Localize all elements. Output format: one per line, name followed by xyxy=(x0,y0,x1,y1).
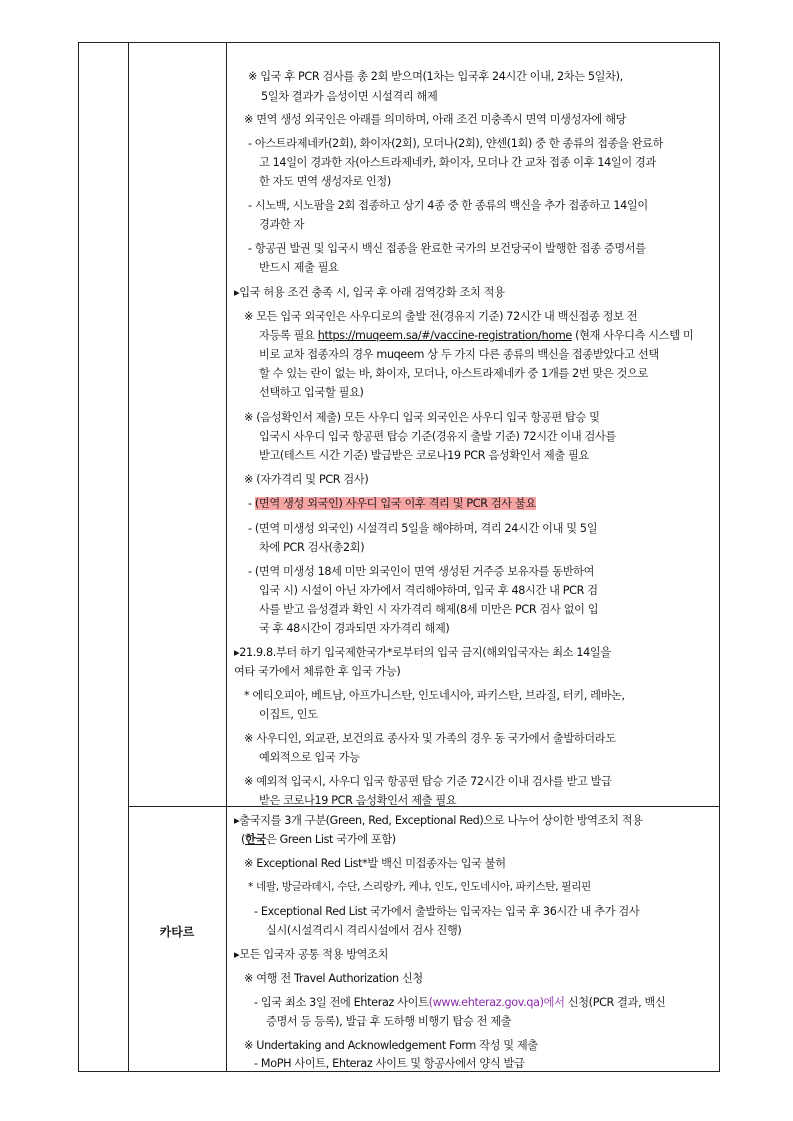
text-fragment: ( xyxy=(241,833,246,846)
text-line: 입국 시) 시설이 아닌 자가에서 격리해야하며, 입국 후 48시간 내 PCR 검 xyxy=(259,584,598,597)
text-line: 받은 코로나19 PCR 음성확인서 제출 필요 xyxy=(259,794,457,807)
text-line: ※ 모든 입국 외국인은 사우디로의 출발 전(경유지 기준) 72시간 내 백신접종 정보 전 xyxy=(244,310,638,323)
text-line: 차에 PCR 검사(총2회) xyxy=(259,541,365,554)
text-line xyxy=(241,830,396,849)
text-line: ※ 사우디인, 외교관, 보건의료 종사자 및 가족의 경우 동 국가에서 출발하더라도 xyxy=(244,732,616,745)
text-line: 비로 교차 접종자의 경우 muqeem 상 두 가지 다른 종류의 백신을 접종받았다고 선택 xyxy=(259,348,659,361)
text-line: - Exceptional Red List 국가에서 출발하는 입국자는 입국 후 36시간 내 추가 검사 xyxy=(254,905,640,918)
text-line: ※ 예외적 입국시, 사우디 입국 항공편 탑승 기준 72시간 이내 검사를 받고 발급 xyxy=(244,775,612,788)
text-line xyxy=(248,494,536,513)
text-line: ※ 입국 후 PCR 검사를 총 2회 받으며(1차는 입국후 24시간 이내, 2차는 5일차), xyxy=(248,70,623,83)
text-line: 반드시 제출 필요 xyxy=(259,261,339,274)
text-line: ※ (음성확인서 제출) 모든 사우디 입국 외국인은 사우디 입국 항공편 탑승 및 xyxy=(244,411,600,424)
text-line: ※ 면역 생성 외국인은 아래를 의미하며, 아래 조건 미충족시 면역 미생성자에 해당 xyxy=(244,113,627,126)
text-fragment: - 입국 최소 3일 전에 Ehteraz 사이트 xyxy=(254,996,429,1009)
text-line: - (면역 미생성 외국인) 시설격리 5일을 해야하며, 격리 24시간 이내 및 5일 xyxy=(248,522,598,535)
column-divider-2 xyxy=(226,43,227,1071)
ehteraz-link[interactable]: (www.ehteraz.gov.qa)에서 xyxy=(428,996,565,1009)
text-line: ※ (자가격리 및 PCR 검사) xyxy=(244,473,369,486)
section-heading: ▸입국 허용 조건 충족 시, 입국 후 아래 검역강화 조치 적용 xyxy=(234,286,505,299)
text-line: 경과한 자 xyxy=(259,218,305,231)
text-line: 예외적으로 입국 가능 xyxy=(259,751,360,764)
text-line: 한 자도 면역 생성자로 인정) xyxy=(259,175,391,188)
text-line xyxy=(254,993,665,1012)
text-fragment: 은 Green List 국가에 포함) xyxy=(265,833,396,846)
text-line: 선택하고 입국할 필요) xyxy=(259,386,364,399)
text-line: ※ 여행 전 Travel Authorization 신청 xyxy=(244,972,423,985)
country-label-qatar: 카타르 xyxy=(159,925,195,939)
text-fragment: - xyxy=(248,497,255,510)
text-line: 받고(테스트 시간 기준) 발급받은 코로나19 PCR 음성확인서 제출 필요 xyxy=(259,449,589,462)
text-line: ※ Undertaking and Acknowledgement Form 작성 및 제출 xyxy=(244,1039,538,1052)
section-heading: ▸출국지를 3개 구분(Green, Red, Exceptional Red)으로 나누어 상이한 방역조치 적용 xyxy=(234,814,643,827)
text-line: 국 후 48시간이 경과되면 자가격리 해제) xyxy=(259,622,450,635)
text-line: ※ Exceptional Red List*발 백신 미접종자는 입국 불허 xyxy=(244,857,506,870)
korea-emphasis: 한국 xyxy=(245,833,266,846)
text-fragment: (현재 사우디측 시스템 미 xyxy=(575,329,694,342)
text-line: - MoPH 사이트, Ehteraz 사이트 및 항공사에서 양식 발급 xyxy=(254,1057,525,1070)
text-fragment: 자등록 필요 xyxy=(259,329,315,342)
text-line: - 아스트라제네카(2회), 화이자(2회), 모더나(2회), 얀센(1회) 중 한 종류의 접종을 완료하 xyxy=(248,137,664,150)
text-line: * 네팔, 방글라데시, 수단, 스리랑카, 케냐, 인도, 인도네시아, 파키스탄, 필리핀 xyxy=(248,881,591,893)
text-line: - (면역 미생성 18세 미만 외국인이 면역 생성된 거주증 보유자를 동반하여 xyxy=(248,565,595,578)
policy-table xyxy=(78,42,720,1072)
text-line: 5일차 결과가 음성이면 시설격리 해제 xyxy=(261,90,438,103)
text-fragment: 신청(PCR 결과, 백신 xyxy=(567,996,666,1009)
text-line xyxy=(259,326,693,345)
text-line: 증명서 등 등록), 발급 후 도하행 비행기 탑승 전 제출 xyxy=(266,1015,512,1028)
muqeem-link[interactable]: https://muqeem.sa/#/vaccine-registration/home xyxy=(317,329,572,342)
text-line: - 항공권 발권 및 입국시 백신 접종을 완료한 국가의 보건당국이 발행한 접종 증명서를 xyxy=(248,242,646,255)
text-line: * 에티오피아, 베트남, 아프가니스탄, 인도네시아, 파키스탄, 브라질, 터키, 레바논, xyxy=(244,689,625,702)
section-heading: ▸모든 입국자 공통 적용 방역조치 xyxy=(234,948,389,961)
text-line: 할 수 있는 란이 없는 바, 화이자, 모더나, 아스트라제네카 중 1개를 2번 맞은 것으로 xyxy=(259,367,649,380)
text-line: 이집트, 인도 xyxy=(259,708,318,721)
highlighted-text: (면역 생성 외국인) 사우디 입국 이후 격리 및 PCR 검사 불요 xyxy=(254,497,536,510)
text-line: - 시노백, 시노팜을 2회 접종하고 상기 4종 중 한 종류의 백신을 추가 접종하고 14일이 xyxy=(248,199,648,212)
text-line: 사를 받고 음성결과 확인 시 자가격리 해제(8세 미만은 PCR 검사 없이 입 xyxy=(259,603,599,616)
section-heading: ▸21.9.8.부터 하기 입국제한국가*로부터의 입국 금지(해외입국자는 최소 14일을 xyxy=(234,646,611,659)
column-divider-1 xyxy=(128,43,129,1071)
text-line: 여타 국가에서 체류한 후 입국 가능) xyxy=(234,665,401,678)
text-line: 실시(시설격리시 격리시설에서 검사 진행) xyxy=(266,924,462,937)
text-line: 고 14일이 경과한 자(아스트라제네카, 화이자, 모더나 간 교차 접종 이후 14일이 경과 xyxy=(259,156,656,169)
text-line: 입국시 사우디 입국 항공편 탑승 기준(경유지 출발 기준) 72시간 이내 검사를 xyxy=(259,430,616,443)
